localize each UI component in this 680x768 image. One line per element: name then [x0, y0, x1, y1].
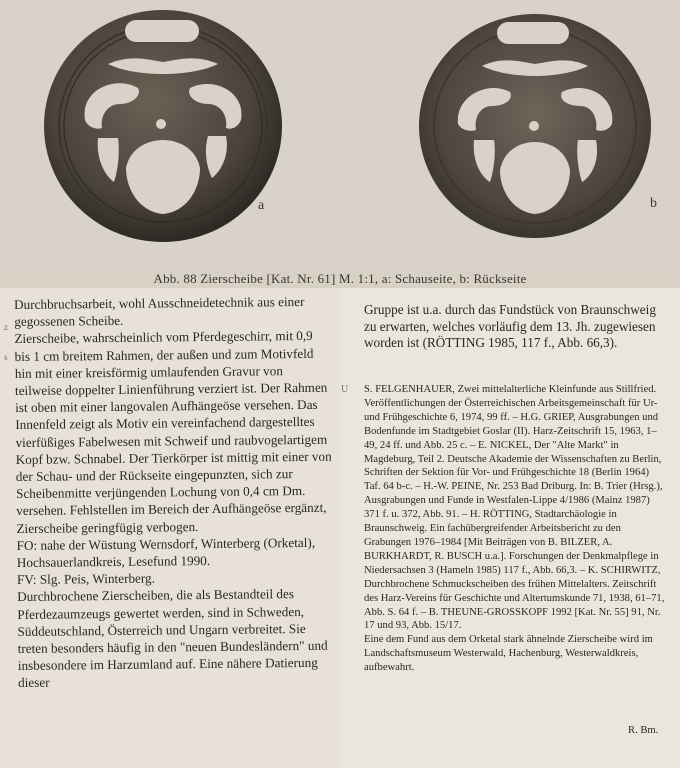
closing-note: Eine dem Fund aus dem Orketal stark ähnelnde Zierscheibe wird im Landschaftsmuseum Westerwald, Hachenburg, Westerwaldkreis, aufbewahrt.: [364, 634, 653, 674]
figure-caption: Abb. 88 Zierscheibe [Kat. Nr. 61] M. 1:1, a: Schauseite, b: Rückseite: [153, 271, 527, 286]
find-location: FO: nahe der Wüstung Wernsdorf, Winterberg (Orketal), Hochsauerlandkreis, Lesefund 1990.: [16, 534, 316, 571]
discussion-paragraph: Durchbrochene Zierscheiben, die als Bestandteil des Pferdezaumzeugs gewertet werden, sind in Schweden, Süddeutschland, Österreich und Ungarn verbreitet. Sie treten besonders häufig in den "neuen Bundesländern" und insbesondere im Harzumland auf. Eine nähere Datierung dieser: [17, 586, 328, 691]
disc-b-back: [419, 14, 651, 238]
figure-label-b: b: [650, 196, 657, 211]
left-column-text: [14, 293, 334, 692]
bibliography: S. FELGENHAUER, Zwei mittelalterliche Kleinfunde aus Stillfried. Veröffentlichungen der Österreichischen Arbeitsgemeinschaft für Ur- und Frühgeschichte 6, 1974, 99 ff. – H.G. GRIEP, Ausgrabungen und Bodenfunde im Stadtgebiet Goslar (II). Harz-Zeitschrift 15, 1963, 1–49, 24 ff. und Abb. 25 c. – E. NICKEL, Der "Alte Markt" in Magdeburg, Teil 2. Deutsche Akademie der Wissenschaften zu Berlin, Schriften der Sektion für Vor- und Frühgeschichte 18 (Berlin 1964) Taf. 64 b-c. – H.-W. PEINE, Nr. 253 Bad Driburg. In: B. Trier (Hrsg.), Ausgrabungen und Funde in Westfalen-Lippe 4/1986 (Mainz 1987) 371 f. u. 372, Abb. 91. – H. RÖTTING, Stadtarchäologie in Braunschweig. Ein fachübergreifender Arbeitsbericht zu den Grabungen 1976–1984 [Mit Beiträgen von B. BILZER, A. BURKHARDT, R. BUSCH u.a.]. Forschungen der Denkmalpflege in Niedersachsen 3 (Hameln 1985) 117 f., Abb. 66,3. – K. SCHIRWITZ, Durchbrochene Schmuckscheiben des frühen Mittelalters. Zeitschrift des Harz-Vereins für Geschichte und Altertumskunde 71, 1938, 61–71, Abb. S. 64 f. – B. THEUNE-GROSSKOPF 1992 [Kat. Nr. 55] 91, Nr. 17 und 93, Abb. 15/17.: [364, 384, 665, 632]
discussion-continuation: Gruppe ist u.a. durch das Fundstück von Braunschweig zu erwarten, welches vorläufig dem 13. Jh. zugewiesen worden ist (RÖTTING 1985, 117 f., Abb. 66,3).: [364, 302, 656, 351]
margin-mark-1: z: [4, 322, 8, 332]
figure-label-a: a: [258, 198, 265, 213]
references-block: [364, 383, 668, 675]
right-column-text: [364, 302, 668, 352]
find-owner: FV: Slg. Peis, Winterberg.: [16, 570, 155, 588]
disc-a-front: [44, 10, 282, 242]
reference-margin-mark: U: [341, 384, 349, 395]
figure-photograph: [0, 0, 680, 268]
author-initials: R. Bm.: [628, 725, 659, 736]
openwork-discs-illustration: [0, 0, 680, 268]
intro-paragraph: Durchbruchsarbeit, wohl Ausschneidetechnik aus einer gegossenen Scheibe.: [14, 293, 305, 330]
margin-mark-2: s: [4, 352, 8, 362]
description-paragraph: Zierscheibe, wahrscheinlich vom Pferdegeschirr, mit 0,9 bis 1 cm breitem Rahmen, der außen und zum Motivfeld hin mit einer kreisförmig umlaufenden Gravur von teilweise doppelter Linienführung verziert ist. Der Rahmen ist oben mit einer langovalen Aufhängeöse versehen. Das Innenfeld zeigt als Motiv ein vereinfachend dargestelltes vierfüßiges Fabelwesen mit Schweif und raubvogelartigem Kopf bzw. Schnabel. Der Tierkörper ist mittig mit einer von der Schau- und der Rückseite eingepunzten, sich zur Scheibenmitte verjüngenden Lochung von 0,4 cm Dm. versehen. Fehlstellen im Bereich der Aufhängeöse ergänzt, Zierscheibe geringfügig verbogen.: [14, 328, 332, 536]
